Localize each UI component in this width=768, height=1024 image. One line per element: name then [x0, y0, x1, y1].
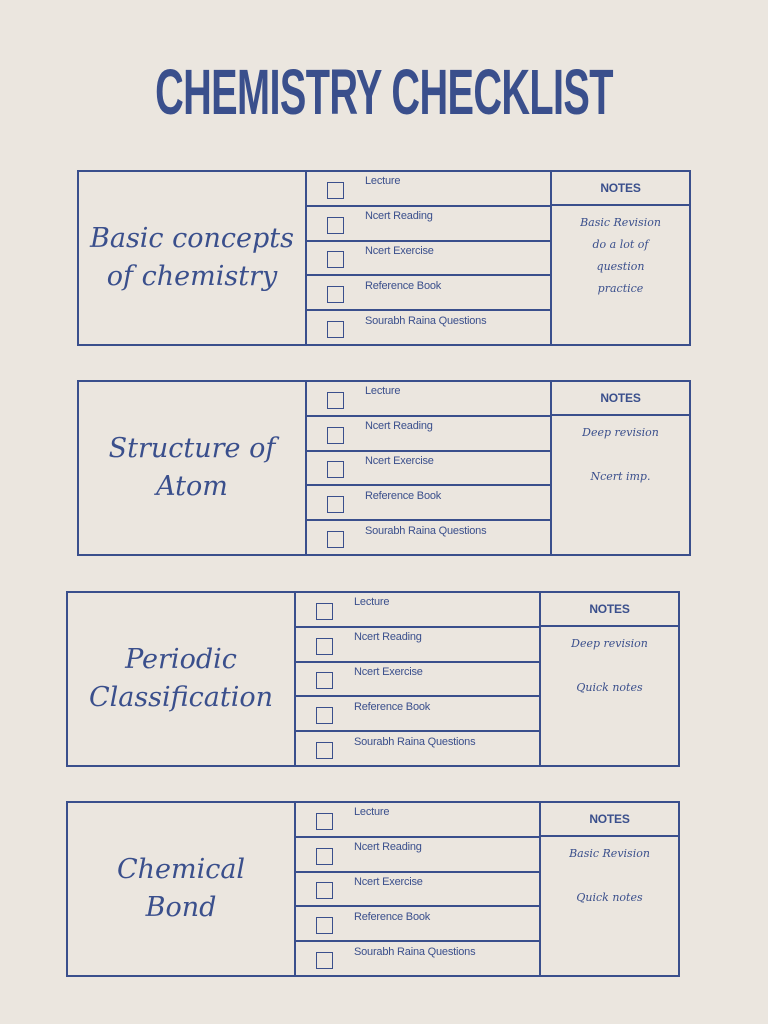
note-line: Quick notes	[576, 681, 643, 694]
task-row	[296, 628, 539, 663]
checkbox[interactable]	[327, 427, 344, 444]
task-row	[296, 663, 539, 698]
task-row	[296, 907, 539, 942]
checkbox[interactable]	[316, 603, 333, 620]
checkbox[interactable]	[316, 672, 333, 689]
checkbox[interactable]	[327, 321, 344, 338]
checkbox[interactable]	[316, 638, 333, 655]
task-row	[296, 732, 539, 765]
notes-body	[541, 627, 678, 765]
task-label: Lecture	[354, 596, 390, 609]
task-row	[307, 382, 550, 417]
task-label: Reference Book	[365, 489, 442, 502]
notes-header: NOTES	[541, 803, 678, 837]
checklist-card	[66, 591, 680, 767]
task-row	[296, 697, 539, 732]
checkbox[interactable]	[327, 182, 344, 199]
notes-panel	[552, 382, 689, 554]
task-row	[296, 803, 539, 838]
checkbox[interactable]	[327, 531, 344, 548]
task-row	[307, 207, 550, 242]
task-label: Ncert Exercise	[354, 875, 423, 888]
notes-header: NOTES	[552, 172, 689, 206]
notes-panel	[552, 172, 689, 344]
checklist-card	[66, 801, 680, 977]
task-label: Ncert Exercise	[365, 454, 434, 467]
task-row	[307, 172, 550, 207]
note-line: Basic Revision	[580, 216, 661, 229]
note-line: Quick notes	[576, 891, 643, 904]
task-row	[307, 242, 550, 277]
task-list	[307, 382, 552, 554]
task-label: Lecture	[354, 806, 390, 819]
topic-title: Periodic Classification	[68, 593, 296, 765]
checkbox[interactable]	[316, 882, 333, 899]
notes-body	[552, 206, 689, 344]
notes-panel	[541, 803, 678, 975]
task-label: Ncert Exercise	[354, 665, 423, 678]
checkbox[interactable]	[316, 917, 333, 934]
task-label: Sourabh Raina Questions	[365, 314, 487, 327]
task-row	[296, 873, 539, 908]
note-line: do a lot of	[592, 238, 649, 251]
task-label: Lecture	[365, 175, 401, 188]
note-line: Basic Revision	[569, 847, 650, 860]
notes-panel	[541, 593, 678, 765]
task-label: Reference Book	[354, 700, 431, 713]
notes-header: NOTES	[541, 593, 678, 627]
checkbox[interactable]	[316, 952, 333, 969]
task-label: Lecture	[365, 385, 401, 398]
checkbox[interactable]	[327, 392, 344, 409]
task-label: Sourabh Raina Questions	[354, 945, 476, 958]
checkbox[interactable]	[327, 251, 344, 268]
note-line: Ncert imp.	[590, 470, 651, 483]
checkbox[interactable]	[327, 461, 344, 478]
checkbox[interactable]	[327, 217, 344, 234]
checklist-card	[77, 170, 691, 346]
note-line: practice	[597, 282, 644, 295]
task-list	[307, 172, 552, 344]
topic-title: Basic concepts of chemistry	[79, 172, 307, 344]
task-row	[307, 486, 550, 521]
topic-title: Chemical Bond	[68, 803, 296, 975]
task-label: Ncert Reading	[354, 631, 422, 644]
task-label: Ncert Reading	[365, 420, 433, 433]
task-row	[296, 942, 539, 975]
task-list	[296, 593, 541, 765]
task-label: Reference Book	[365, 279, 442, 292]
task-label: Ncert Exercise	[365, 244, 434, 257]
topic-title: Structure of Atom	[79, 382, 307, 554]
task-row	[307, 452, 550, 487]
notes-body	[552, 416, 689, 554]
task-row	[307, 311, 550, 344]
checkbox[interactable]	[327, 286, 344, 303]
note-line: Deep revision	[571, 637, 648, 650]
notes-body	[541, 837, 678, 975]
task-row	[296, 593, 539, 628]
checkbox[interactable]	[316, 813, 333, 830]
checklist-card	[77, 380, 691, 556]
task-label: Sourabh Raina Questions	[354, 735, 476, 748]
checkbox[interactable]	[327, 496, 344, 513]
task-row	[307, 521, 550, 554]
page-title: CHEMISTRY CHECKLIST	[155, 56, 613, 128]
checkbox[interactable]	[316, 742, 333, 759]
note-line: Deep revision	[582, 426, 659, 439]
note-line: question	[596, 260, 645, 273]
notes-header: NOTES	[552, 382, 689, 416]
task-row	[307, 276, 550, 311]
task-row	[307, 417, 550, 452]
task-label: Ncert Reading	[354, 841, 422, 854]
task-list	[296, 803, 541, 975]
checkbox[interactable]	[316, 848, 333, 865]
checkbox[interactable]	[316, 707, 333, 724]
task-label: Sourabh Raina Questions	[365, 524, 487, 537]
task-label: Reference Book	[354, 910, 431, 923]
task-label: Ncert Reading	[365, 210, 433, 223]
task-row	[296, 838, 539, 873]
